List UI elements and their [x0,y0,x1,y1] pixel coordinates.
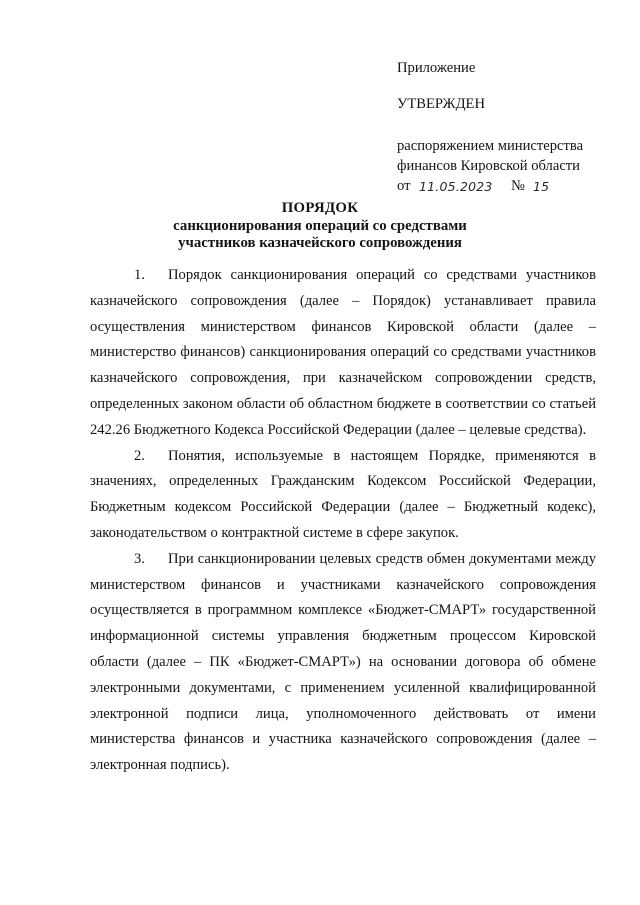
paragraph-3 [90,547,596,779]
date-number-line [397,176,583,196]
approved-label: УТВЕРЖДЕН [397,96,485,112]
paragraph-number: 3. [134,550,145,567]
date-prefix: от [397,178,411,194]
document-title-block [0,200,640,252]
paragraph-1 [90,263,596,444]
paragraph-text: При санкционировании целевых средств обмен документами между министерством финансов и участниками казначейского сопровождения осуществляется в программном комплексе «Бюджет-СМАРТ» государственной информационной системы управления бюджетным процессом Кировской области (далее – ПК «Бюджет-СМАРТ») на основании договора об обмене электронными документами, с применением усиленной квалифицированной электронной подписи лица, уполномоченного действовать от имени министерства финансов и участника казначейского сопровождения (далее – электронная подпись). [90,550,596,774]
paragraph-2 [90,444,596,547]
paragraph-number: 2. [134,447,145,464]
order-line-2: финансов Кировской области [397,158,580,174]
number-prefix: № [511,178,525,194]
document-subtitle-line-1: санкционирования операций со средствами [173,218,467,234]
document-title: ПОРЯДОК [281,200,359,216]
handwritten-number: 15 [533,179,550,194]
approval-block [397,58,583,196]
order-line-1: распоряжением министерства [397,138,584,154]
paragraph-text: Порядок санкционирования операций со средствами участников казначейского сопровождения (далее – Порядок) устанавливает правила осуществления министерством финансов Кировской области (далее – министерство финансов) санкционирования операций со средствами участников казначейского сопровождения, при казначейском сопровождении средств, определенных законом области об областном бюджете в соответствии со статьей 242.26 Бюджетного Кодекса Российской Федерации (далее – целевые средства). [90,267,596,438]
document-subtitle-line-2: участников казначейского сопровождения [178,235,462,251]
handwritten-date: 11.05.2023 [419,179,493,194]
appendix-label: Приложение [397,60,476,76]
paragraph-text: Понятия, используемые в настоящем Порядке, применяются в значениях, определенных Гражданским Кодексом Российской Федерации, Бюджетным кодексом Российской Федерации (далее – Бюджетный кодекс), законодательством о контрактной системе в сфере закупок. [90,447,596,541]
paragraph-number: 1. [134,267,145,283]
document-body [90,263,596,779]
